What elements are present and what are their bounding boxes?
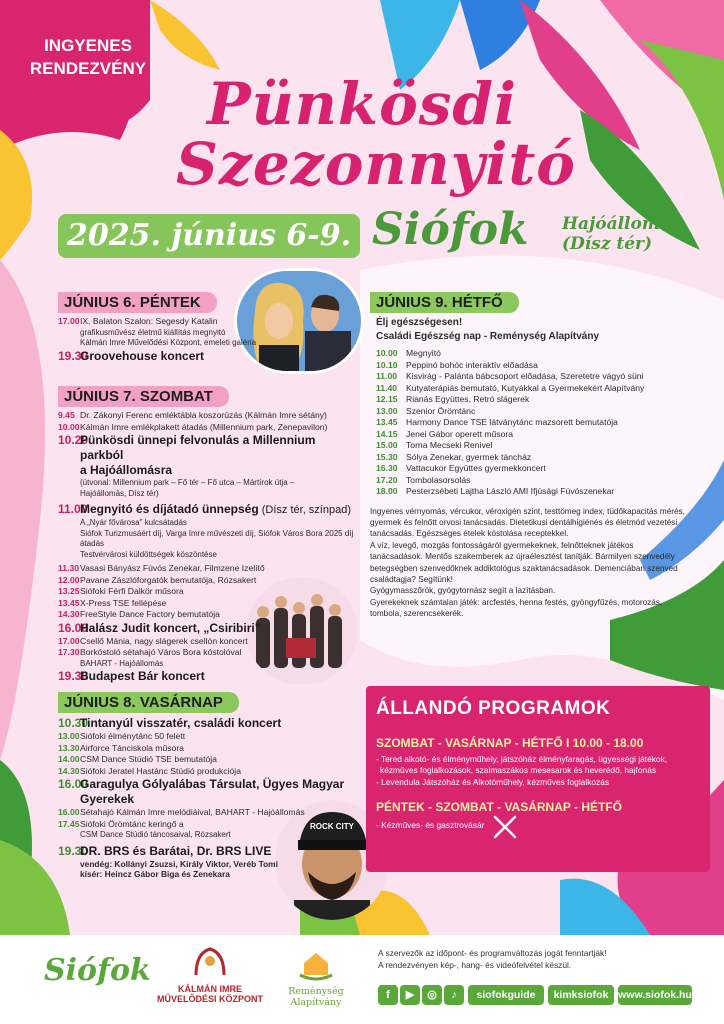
item-time: 16.00 [58,777,89,791]
monday-section [370,292,700,620]
desc-line: Gyerekeknek számtalan játék: arcfestés, henna festés, gyöngyfűzés, motorozás, [370,597,663,607]
monday-item [376,452,700,464]
item-text: Kálmán Imre emlékplakett átadás (Millennium park, Zenepavilon) [80,421,328,432]
item-time: 15.00 [376,440,398,450]
item-text: IX. Balaton Szalon: Segesdy Katalin [80,316,218,326]
sunday-guests: vendég: Kollányi Zsuzsi, Király Viktor, Veréb Tomi [80,858,278,869]
item-time: 9.45 [58,410,75,420]
sunday-backing: kísér: Heincz Gábor Biga és Zenekara [80,869,230,879]
sunday-label: JÚNIUS 8. VASÁRNAP [58,692,239,713]
item-time: 13.45 [58,597,80,608]
footer [0,935,724,1024]
monday-label: JÚNIUS 9. HÉTFŐ [370,292,519,313]
kalman-imre-logo [150,945,270,1004]
item-text: Rianás Együttes, Retró slágerek [406,394,530,404]
item-time: 14.00 [58,754,80,764]
item-text: Sólya Zenekar, gyermek táncház [406,451,532,462]
desc-line: családtagja? Segítünk! [370,574,453,584]
instagram-icon[interactable]: ◎ [422,985,442,1005]
venue-line-2: (Dísz tér) [562,234,653,254]
saturday-item [58,636,358,648]
monday-item [376,417,700,429]
permanent-item: - Kézműves- és gasztrovásár [376,820,485,830]
saturday-item [58,575,358,587]
item-text: Csellő Mánia, nagy slágerek csellón koncert [80,635,248,646]
venue-line-1: Hajóállomás [562,214,681,234]
item-text: Torna Mecseki Renivel [406,440,493,450]
saturday-item [58,422,358,434]
item-time: 19.30 [58,348,89,363]
item-text: Tintanyúl visszatér, családi koncert [80,716,282,730]
item-time: 11.00 [58,502,88,516]
sunday-item [58,754,358,766]
sunday-item [58,743,358,755]
youtube-icon[interactable]: ▶ [400,985,420,1005]
friday-label: JÚNIUS 6. PÉNTEK [58,292,217,313]
item-sub: CSM Dance Stúdió táncosaival, Rózsakert [80,830,231,839]
monday-head-2: Családi Egészség nap - Reménység Alapítvány [376,331,600,342]
desc-line: Gyógymasszőrök, gyógytornász segít a lazításban. [370,586,556,596]
logo2-line-2: MŰVELŐDÉSI KÖZPONT [156,994,263,1004]
event-date: 2025. június 6-9. [58,214,360,258]
sunday-item [58,716,358,731]
item-time: 14.30 [58,609,80,619]
item-text: Siófoki Örömtánc keringő a [80,818,184,829]
item-sub: Testvérvárosi küldöttségek köszöntése [80,549,217,559]
monday-item [376,440,700,452]
item-text: Siófoki élménytánc 50 felett [80,731,186,741]
sunday-item [58,819,358,831]
saturday-item-cont [58,463,358,478]
item-text: Pünkösdi ünnepi felvonulás a Millennium parkból [80,433,316,462]
tiktok-icon[interactable]: ♪ [444,985,464,1005]
item-text: Pesterzsébeti Lajtha László AMI Ifjúsági Fúvószenekar [406,486,615,496]
title-line-1: Pünkösdi [206,70,518,138]
desc-line: betegségben szenvedőknek addiktológus szaktanácsadások. Demenciában szenved [370,563,678,573]
item-text: Megnyitó és díjátadó ünnepség [80,502,259,516]
item-time: 15.30 [376,451,398,462]
item-time: 14.15 [376,428,398,439]
item-time: 13.25 [58,586,80,596]
desc-line: tanácsadás. Egészséges ételek kóstolása receptekkel. [370,529,569,539]
desc-line: tombola, szerencsekerék. [370,609,464,619]
item-time: 11.00 [376,371,398,381]
saturday-item [58,598,358,610]
saturday-item [58,433,358,463]
item-time: 17.00 [58,635,80,646]
item-time: 16.00 [58,620,89,635]
badge-line-2: RENDEZVÉNY [29,59,147,78]
kalman-imre-emblem-icon [190,945,230,979]
item-sub: Kálmán Imre Művelődési Központ, emeleti galéria [80,338,257,347]
item-time: 10.00 [58,421,80,432]
friday-item [58,316,258,328]
item-text: Harmony Dance TSE látványtánc mazsorett bemutatója [406,417,618,427]
saturday-item [58,669,358,684]
item-text: Borkóstoló sétahajó Város Bora kóstolóval [80,647,242,657]
siofokguide-tag[interactable]: siofokguide [468,985,544,1005]
item-text: Dr. Zákonyi Ferenc emléktábla koszorúzás (Kálmán Imre sétány) [80,410,327,420]
disclaimer [378,947,607,971]
item-text: DR. BRS és Barátai, Dr. BRS LIVE [80,843,272,858]
item-text: Siófoki Férfi Dalkör műsora [80,586,184,596]
item-time: 12.00 [58,574,80,585]
item-text: Vattacukor Együttes gyermekkoncert [406,463,546,473]
item-sub: (útvonal: Millennium park – Fő tér – Fő utca – Mártírok útja – [80,478,295,487]
item-time: 10.20 [58,433,89,447]
logo3-text: Reménység Alapítvány [288,986,344,1008]
saturday-item [58,586,358,598]
permanent-schedule-1: SZOMBAT - VASÁRNAP - HÉTFŐ I 10.00 - 18.00 [376,736,644,750]
website-link[interactable]: www.siofok.hu [618,985,692,1005]
item-text: Pavane Zászlóforgatók bemutatója, Rózsakert [80,574,257,585]
item-text: Sétahajó Kálmán Imre melódiáival, BAHART - Hajóállomás [80,807,305,817]
item-sub: BAHART - Hajóállomás [80,658,164,668]
permanent-schedule-2: PÉNTEK - SZOMBAT - VASÁRNAP - HÉTFŐ [376,800,622,814]
monday-item [376,394,700,406]
cap-text: ROCK CITY [310,822,354,831]
monday-item [376,348,700,360]
saturday-section [58,386,358,684]
item-time: 13.30 [58,742,80,753]
sunday-item [58,731,358,743]
item-text: Siófoki Jeratel Hastánc Stúdió produkciója [80,765,241,776]
item-time: 19.30 [58,669,89,683]
item-time: 19.30 [58,843,89,858]
saturday-item [58,647,358,659]
item-time: 17.30 [58,647,80,657]
item-time: 10.10 [376,359,398,370]
item-time: 16.30 [376,463,398,473]
remenyseg-logo [266,945,366,1008]
desc-line: A víz, levegő, mozgás fontosságáról gyermekeknek, felnőtteknek játékos [370,540,634,550]
title-line-2: Szezonnyitó [176,130,576,198]
item-time: 14.30 [58,765,80,776]
saturday-item [58,621,358,636]
monday-item [376,429,700,441]
logo2-line-1: KÁLMÁN IMRE [178,984,242,994]
permanent-item: - Levendula Játszóház és Alkotóműhely, kézműves foglalkozás [376,777,610,787]
saturday-item [58,410,358,422]
item-sub: Hajóállomás, Dísz tér) [80,488,159,498]
item-text: Kutyaterápiás bemutató, Kutyákkal a Gyermekekért Alapítvány [406,382,645,393]
monday-head-1: Élj egészségesen! [376,317,463,328]
monday-item [376,486,700,498]
item-sub: A „Nyár fővárosa" kulcsátadás [80,518,187,527]
saturday-item [58,502,358,518]
city-name: Siófok [372,204,529,255]
item-time: 10.00 [376,348,398,358]
item-time: 18.00 [376,486,398,496]
item-text: Garagulya Gólyalábas Társulat, Ügyes Magyar Gyerekek [80,777,345,806]
item-text: Airforce Tánciskola műsora [80,742,184,753]
item-time: 13.00 [376,405,398,416]
monday-item [376,371,700,383]
item-text: Tombolasorsolás [406,474,471,485]
item-text: Jenei Gábor operett műsora [406,428,514,439]
sunday-item [58,777,358,807]
item-text: Budapest Bár koncert [80,669,205,683]
item-time: 11.30 [58,563,80,573]
desc-line: tanácsadások. Mentős szakemberek az újraélesztést tanítják. Bármilyen szenvedély [370,552,675,562]
item-text: FreeStyle Dance Factory bemutatója [80,609,220,619]
item-time: 13.45 [376,417,398,427]
desc-line: Ingyenes vérnyomás, vércukor, véroxigén szint, testtömeg index, tüdőkapacitás mérés, [370,506,685,516]
item-time: 13.00 [58,731,80,741]
kimksiofok-tag[interactable]: kimksiofok [548,985,614,1005]
monday-item [376,360,700,372]
monday-item [376,463,700,475]
item-time: 11.40 [376,382,398,393]
monday-item [376,475,700,487]
sunday-section [58,692,358,880]
desc-line: gyermek és felnőtt orvosi tanácsadás. Dietetikusi dentálhigiénés és életmód vezetési [370,517,678,527]
permanent-item: - Tered alkotó- és élményműhely, játszóház élményfaragás, ügyességi játékok, [376,754,668,764]
saturday-item [58,609,358,621]
saturday-item [58,563,358,575]
saturday-label: JÚNIUS 7. SZOMBAT [58,386,229,407]
monday-item [376,383,700,395]
item-text: Peppinó bohóc interaktív előadása [406,359,538,370]
item-time: 16.00 [58,807,80,817]
house-hands-icon [296,945,336,981]
siofok-logo: Siófok [44,953,151,988]
permanent-programs-box [366,686,710,872]
fork-knife-icon [490,812,520,842]
item-text: Vasasi Bányász Fúvós Zenekar, Filmzene Izelítő [80,563,265,573]
friday-section [58,292,358,364]
item-time: 17.45 [58,818,80,829]
item-sub: grafikusművész életmű kiállítás megnyitó [80,327,226,337]
item-text: Kisvirág - Palánta bábcsoport előadása, Szeretetre vágyó süni [406,371,644,381]
friday-item [58,349,358,364]
item-text: Groovehouse koncert [80,348,205,363]
item-note: (Dísz tér, színpad) [258,504,351,516]
item-text: Halász Judit koncert, „Csiribiri" [80,620,261,635]
permanent-item: kézműves foglalkozások, szalmaszákos mesesarok és heverédő, hajfonás [380,765,657,775]
sunday-item [58,844,358,859]
item-text: Megnyitó [406,348,441,358]
disclaimer-line-1: A szervezők az időpont- és programváltozás jogát fenntartják! [378,948,607,958]
disclaimer-line-2: A rendezvényen kép-, hang- és videófelvétel készül. [378,960,572,970]
monday-description [370,506,700,620]
monday-item [376,406,700,418]
permanent-programs-title: ÁLLANDÓ PROGRAMOK [376,698,611,719]
item-text: X-Press TSE fellépése [80,597,167,608]
item-text: a Hajóállomásra [80,463,173,477]
item-text: CSM Dance Stúdió TSE bemutatója [80,754,217,764]
sunday-item [58,807,358,819]
sunday-item [58,766,358,778]
venue [562,214,680,254]
badge-line-1: INGYENES [44,36,132,55]
monday-list [376,348,700,498]
item-time: 17.00 [58,316,80,326]
item-time: 17.20 [376,474,398,485]
item-sub: Siófok Turizmusáért díj, Varga Imre művészeti díj, Siófok Város Bora 2025 díj átadás [80,528,354,548]
item-time: 10.30 [58,716,89,730]
item-time: 12.15 [376,394,398,404]
facebook-icon[interactable]: f [378,985,398,1005]
item-text: Szenior Örömtánc [406,405,476,416]
